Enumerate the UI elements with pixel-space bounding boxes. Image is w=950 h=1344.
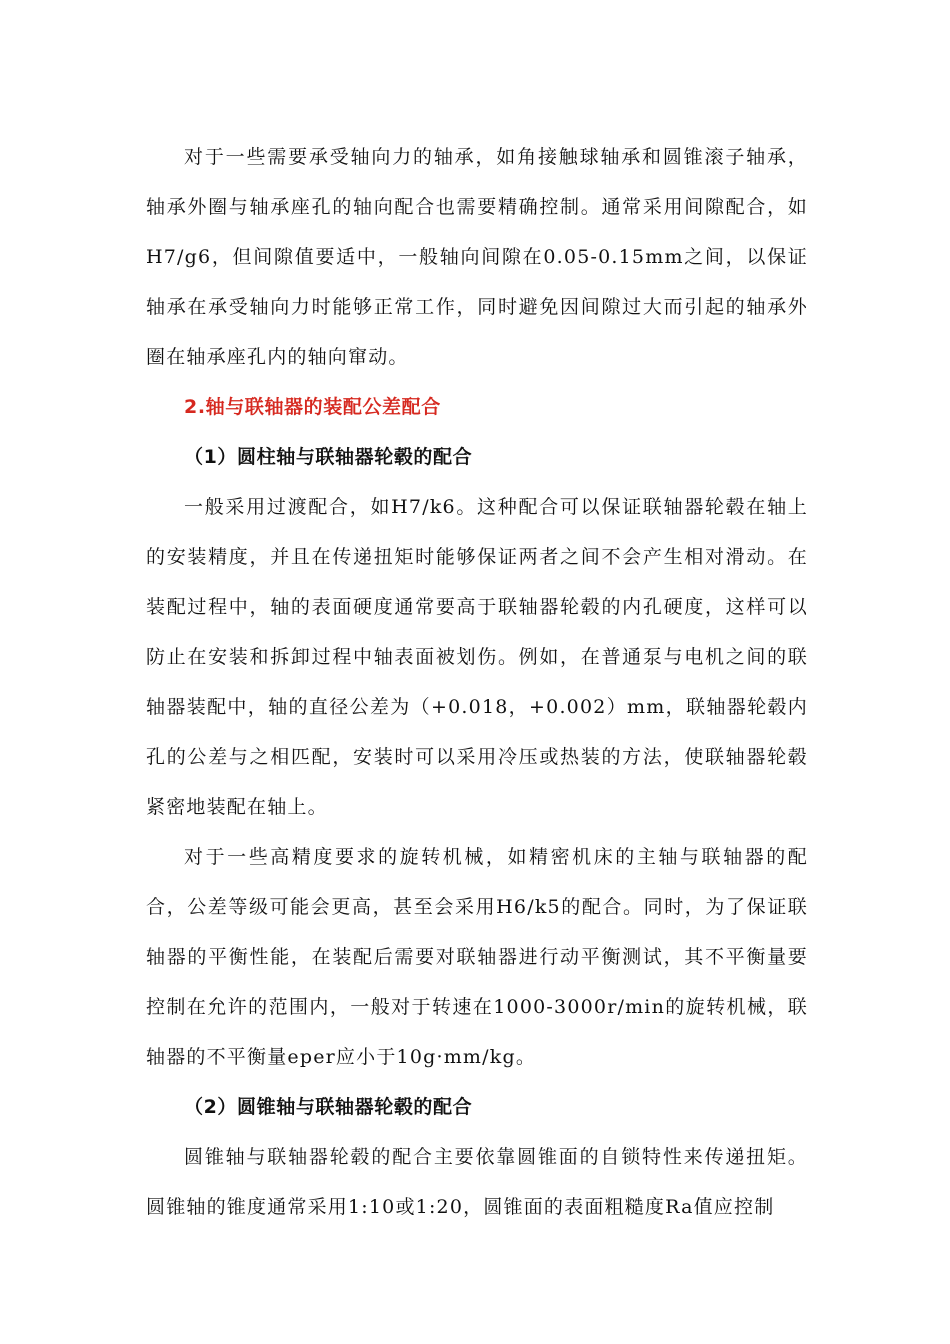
- document-body: [146, 132, 808, 1232]
- paragraph-high-precision: 对于一些高精度要求的旋转机械，如精密机床的主轴与联轴器的配合，公差等级可能会更高，甚至会采用H6/k5的配合。同时，为了保证联轴器的平衡性能，在装配后需要对联轴器进行动平衡测试，其不平衡量要控制在允许的范围内，一般对于转速在1000-3000r/min的旋转机械，联轴器的不平衡量eper应小于10g·mm/kg。: [146, 846, 808, 1068]
- subsection-heading-cylindrical: （1）圆柱轴与联轴器轮毂的配合: [184, 446, 473, 468]
- section-heading-shaft-coupling: 2.轴与联轴器的装配公差配合: [184, 396, 441, 418]
- paragraph-tapered-fit: 圆锥轴与联轴器轮毂的配合主要依靠圆锥面的自锁特性来传递扭矩。圆锥轴的锥度通常采用1:10或1:20，圆锥面的表面粗糙度Ra值应控制: [146, 1146, 808, 1218]
- paragraph-axial-fit: 对于一些需要承受轴向力的轴承，如角接触球轴承和圆锥滚子轴承，轴承外圈与轴承座孔的轴向配合也需要精确控制。通常采用间隙配合，如H7/g6，但间隙值要适中，一般轴向间隙在0.05-0.15mm之间，以保证轴承在承受轴向力时能够正常工作，同时避免因间隙过大而引起的轴承外圈在轴承座孔内的轴向窜动。: [146, 146, 808, 368]
- subsection-heading-tapered: （2）圆锥轴与联轴器轮毂的配合: [184, 1096, 473, 1118]
- paragraph-transition-fit: 一般采用过渡配合，如H7/k6。这种配合可以保证联轴器轮毂在轴上的安装精度，并且在传递扭矩时能够保证两者之间不会产生相对滑动。在装配过程中，轴的表面硬度通常要高于联轴器轮毂的内孔硬度，这样可以防止在安装和拆卸过程中轴表面被划伤。例如，在普通泵与电机之间的联轴器装配中，轴的直径公差为（+0.018，+0.002）mm，联轴器轮毂内孔的公差与之相匹配，安装时可以采用冷压或热装的方法，使联轴器轮毂紧密地装配在轴上。: [146, 496, 808, 818]
